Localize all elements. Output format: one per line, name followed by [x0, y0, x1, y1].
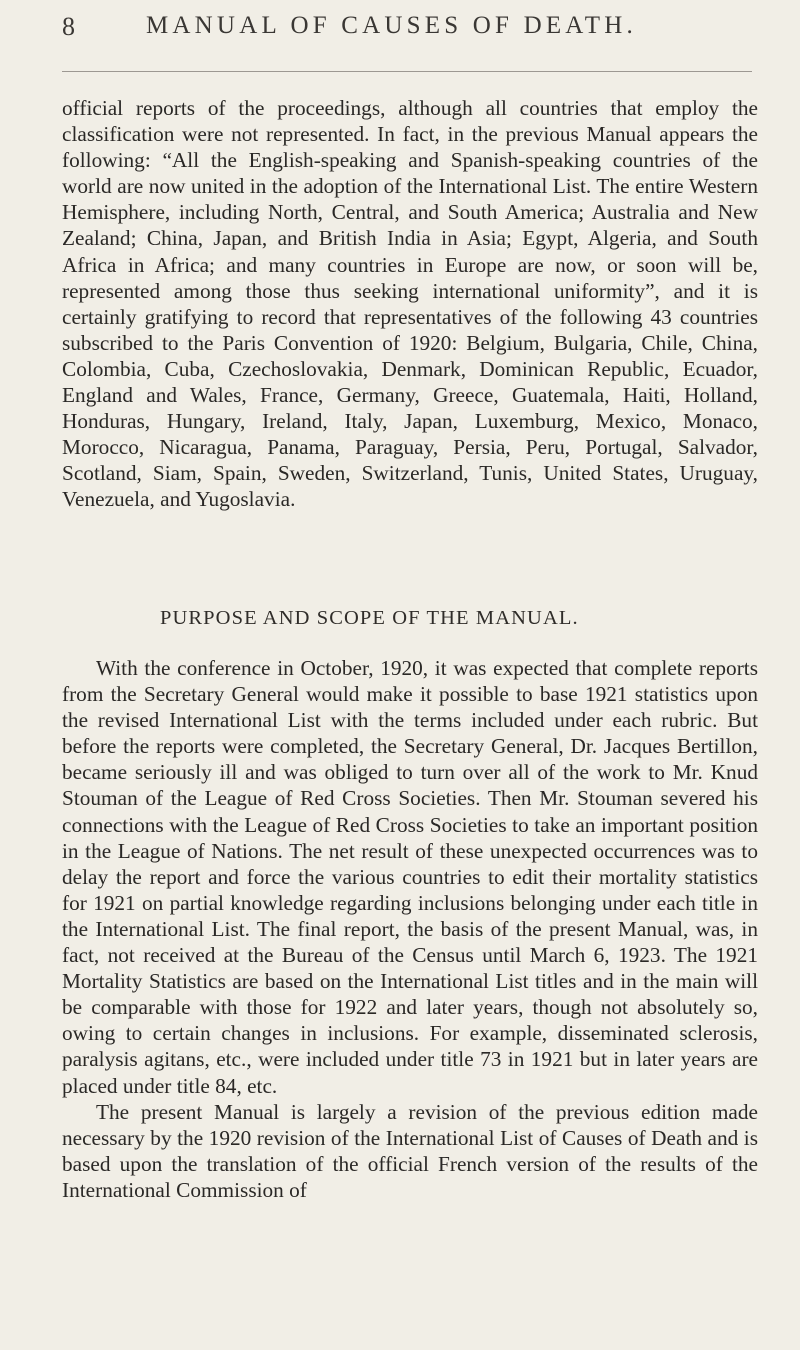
- intro-paragraph: official reports of the proceedings, although all countries that employ the classification were not represented. In fact, in the previous Manual appears the following: “All the English-speaking and Spanish-speaking countries of the world are now united in the adoption of the International List. The entire Western Hemisphere, including North, Central, and South America; Australia and New Zealand; China, Japan, and British India in Asia; Egypt, Algeria, and South Africa in Africa; and many countries in Europe are now, or soon will be, represented among those thus seeking international uniformity”, and it is certainly gratifying to record that representatives of the following 43 countries subscribed to the Paris Convention of 1920: Belgium, Bulgaria, Chile, China, Colombia, Cuba, Czechoslovakia, Denmark, Dominican Republic, Ecuador, England and Wales, France, Germany, Greece, Guatemala, Haiti, Holland, Honduras, Hungary, Ireland, Italy, Japan, Luxemburg, Mexico, Monaco, Morocco, Nicaragua, Panama, Paraguay, Persia, Peru, Portugal, Salvador, Scotland, Siam, Spain, Sweden, Switzerland, Tunis, United States, Uruguay, Venezuela, and Yugoslavia.: [62, 96, 758, 512]
- page-number: 8: [62, 12, 78, 41]
- section-paragraph-2: The present Manual is largely a revision of the previous edition made necessary by the 1920 revision of the International List of Causes of Death and is based upon the translation of the official French version of the results of the International Commission of: [62, 1099, 758, 1202]
- section-paragraph-1: With the conference in October, 1920, it was expected that complete reports from the Secretary General would make it possible to base 1921 statistics upon the revised International List with the terms included under each rubric. But before the reports were completed, the Secretary General, Dr. Jacques Bertillon, became seriously ill and was obliged to turn over all of the work to Mr. Knud Stouman of the League of Red Cross Societies. Then Mr. Stouman severed his connections with the League of Red Cross Societies to take an important position in the League of Nations. The net result of these unexpected occurrences was to delay the report and force the various countries to edit their mortality statistics for 1921 on partial knowledge regarding inclusions belonging under each title in the International List. The final report, the basis of the present Manual, was, in fact, not received at the Bureau of the Census until March 6, 1923. The 1921 Mortality Statistics are based on the International List titles and in the main will be comparable with those for 1922 and later years, though not absolutely so, owing to certain changes in inclusions. For example, disseminated sclerosis, paralysis agitans, etc., were included under title 73 in 1921 but in later years are placed under title 84, etc.: [62, 656, 758, 1098]
- header-rule: [62, 71, 752, 72]
- running-title: MANUAL OF CAUSES OF DEATH.: [146, 12, 637, 39]
- section-heading: PURPOSE AND SCOPE OF THE MANUAL.: [160, 607, 579, 629]
- running-head: [62, 12, 776, 48]
- intro-text-block: [62, 95, 758, 513]
- section-text-block: [62, 655, 758, 1203]
